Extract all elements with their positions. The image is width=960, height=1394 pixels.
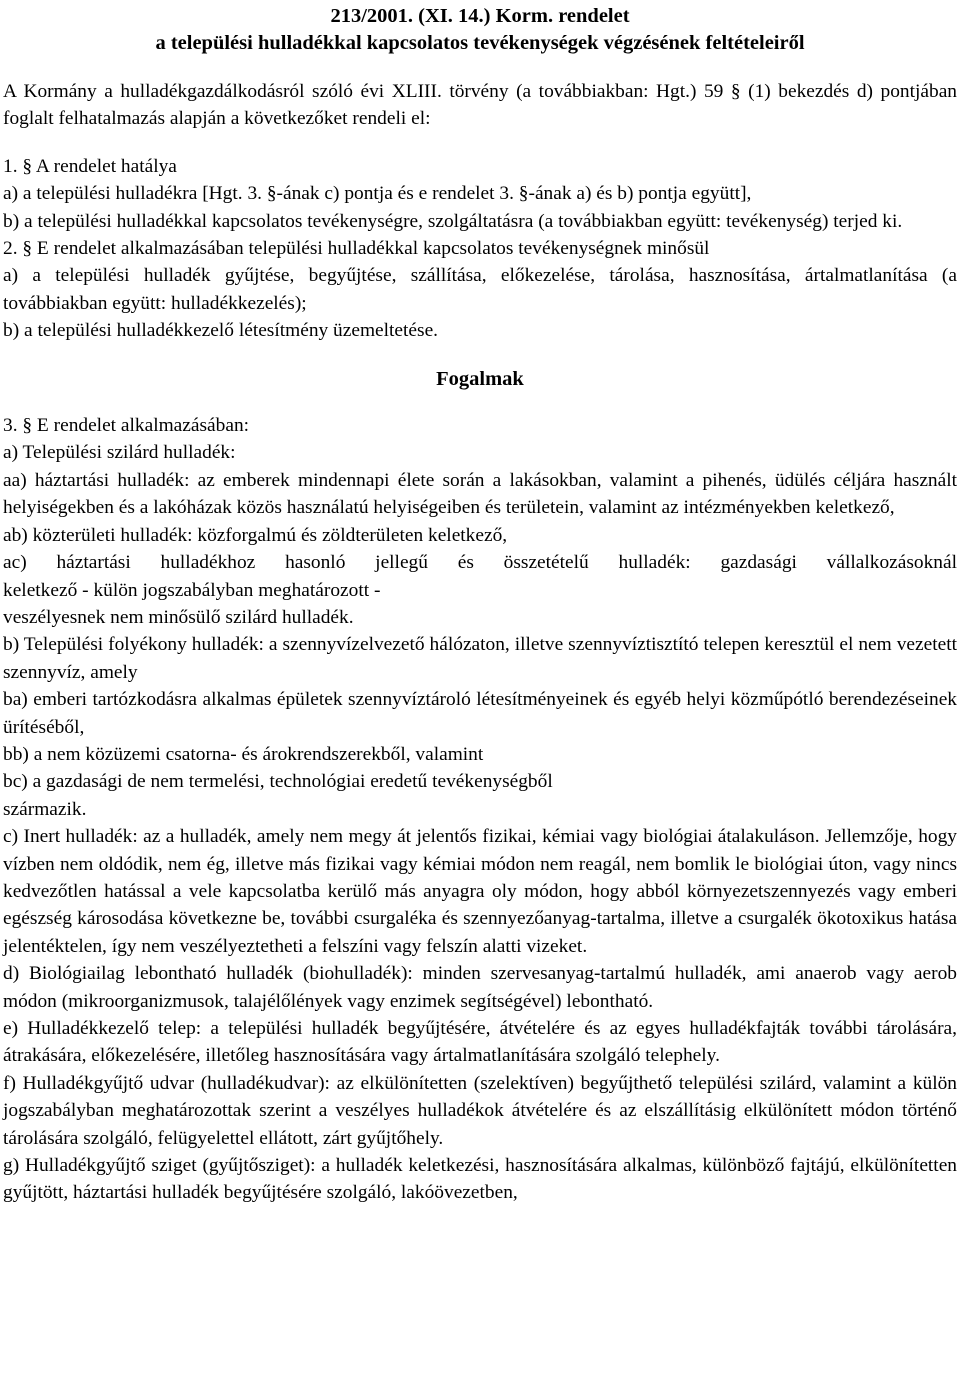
document-title: 213/2001. (XI. 14.) Korm. rendelet (330, 5, 630, 27)
section-1-point-a: a) a települési hulladékra [Hgt. 3. §-ának c) pontja és e rendelet 3. §-ának a) és b) pontja együtt], (3, 183, 752, 205)
section-3-point-ba: ba) emberi tartózkodásra alkalmas épületek szennyvíztároló létesítményeinek és egyéb helyi közműpótló berendezéseinek ürítéséből, (3, 689, 957, 738)
section-3-point-d: d) Biológiailag lebontható hulladék (biohulladék): minden szervesanyag-tartalmú hulladék, ami anaerob vagy aerob módon (mikroorganizmusok, talajélőlények vagy enzimek segítségével) lebontható. (3, 963, 957, 1012)
preamble: A Kormány a hulladékgazdálkodásról szóló évi XLIII. törvény (a továbbiakban: Hgt.) 59 § (1) bekezdés d) pontjában foglalt felhatalmazás alapján a következőket rendeli el: (3, 81, 957, 130)
section-1-point-b: b) a települési hulladékkal kapcsolatos tevékenységre, szolgáltatásra (a továbbiakban együtt: tevékenység) terjed ki. (3, 210, 903, 232)
document-subtitle: a települési hulladékkal kapcsolatos tevékenységek végzésének feltételeiről (155, 32, 805, 54)
section-3-point-g: g) Hulladékgyűjtő sziget (gyűjtősziget): a hulladék keletkezési, hasznosítására alkalmas, különböző fajtájú, elkülönítetten gyűjtött, háztartási hulladék begyűjtésére szolgáló, lakóövezetben, (3, 1155, 957, 1204)
section-3-intro: 3. § E rendelet alkalmazásában: (3, 415, 250, 437)
section-3-point-a: a) Települési szilárd hulladék: (3, 442, 236, 464)
section-3-point-ac-cont: keletkező - külön jogszabályban meghatározott - (3, 579, 381, 601)
section-3-point-ac: ac) háztartási hulladékhoz hasonló jellegű és összetételű hulladék: gazdasági vállalkozásoknál (3, 552, 957, 574)
section-2-intro: 2. § E rendelet alkalmazásában települési hulladékkal kapcsolatos tevékenységnek minősül (3, 238, 710, 260)
section-2-point-b: b) a települési hulladékkezelő létesítmény üzemeltetése. (3, 320, 439, 342)
section-3-point-aa: aa) háztartási hulladék: az emberek mindennapi élete során a lakásokban, valamint a pihenés, üdülés céljára használt helyiségekben és a lakóházak közös használatú helyiségeiben és területein, valamint az intézményekben keletkező, (3, 469, 957, 519)
section-3-point-bc: bc) a gazdasági de nem termelési, technológiai eredetű tevékenységből (3, 771, 553, 793)
section-3-point-ab: ab) közterületi hulladék: közforgalmú és zöldterületen keletkező, (3, 524, 508, 546)
section-2-point-a: a) a települési hulladék gyűjtése, begyűjtése, szállítása, előkezelése, tárolása, hasznosítása, ártalmatlanítása (a továbbiakban együtt: hulladékkezelés); (3, 265, 957, 314)
section-3-point-ac-end: veszélyesnek nem minősülő szilárd hulladék. (3, 606, 354, 628)
section-heading-fogalmak: Fogalmak (436, 367, 524, 390)
section-3-point-bb: bb) a nem közüzemi csatorna- és árokrendszerekből, valamint (3, 743, 484, 765)
section-1-heading: 1. § A rendelet hatálya (3, 155, 177, 177)
section-3-point-b: b) Települési folyékony hulladék: a szennyvízelvezető hálózaton, illetve szennyvíztisztító telepen keresztül el nem vezetett szennyvíz, amely (3, 634, 957, 683)
section-3-point-e: e) Hulladékkezelő telep: a települési hulladék begyűjtésére, átvételére és az egyes hulladékfajták további tárolására, átrakására, előkezelésére, illetőleg hasznosítására vagy ártalmatlanítására szolgáló telephely. (3, 1018, 957, 1067)
section-3-point-c: c) Inert hulladék: az a hulladék, amely nem megy át jelentős fizikai, kémiai vagy biológiai átalakuláson. Jellemzője, hogy vízben nem oldódik, nem ég, illetve más fizikai vagy kémiai módon nem reagál, nem bomlik le biológiai úton, vagy nincs kedvezőtlen hatással a vele kapcsolatba kerülő más anyagra oly módon, hogy abból környezetszennyezés vagy emberi egészség károsodása következne be, további csurgaléka és szennyezőanyag-tartalma, illetve a csurgalék ökotoxikus hatása jelentéktelen, így nem veszélyeztetheti a felszíni vagy felszín alatti vizeket. (3, 826, 957, 957)
section-3-point-f: f) Hulladékgyűjtő udvar (hulladékudvar): az elkülönítetten (szelektíven) begyűjthető települési szilárd, valamint a külön jogszabályban meghatározottak szerint a veszélyes hulladékok átvételére és az elszállításig elkülönített módon történő tárolására szolgáló, felügyelettel ellátott, zárt gyűjtőhely. (3, 1072, 957, 1149)
section-3-point-bc-end: származik. (3, 798, 87, 820)
